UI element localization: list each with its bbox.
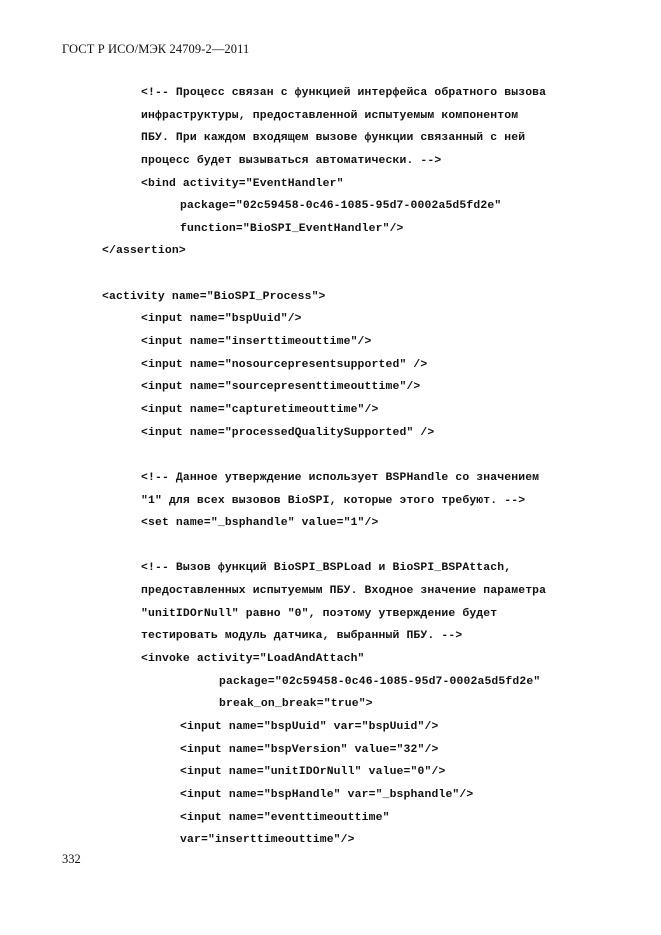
code-line: <activity name="BioSPI_Process"> [102,290,326,303]
code-line [0,444,661,467]
code-line: <input name="processedQualitySupported" /> [141,426,435,439]
code-line: <input name="bspUuid" var="bspUuid"/> [180,720,439,733]
code-line [0,535,661,558]
code-line: function="BioSPI_EventHandler"/> [180,222,404,235]
code-line: <invoke activity="LoadAndAttach" [141,653,365,666]
code-line: </assertion> [102,245,186,258]
code-line: процесс будет вызываться автоматически. --> [141,154,442,167]
code-line: <input name="bspHandle" var="_bsphandle"/> [180,788,474,801]
code-line: break_on_break="true"> [219,698,373,711]
code-line: <input name="sourcepresenttimeouttime"/> [141,381,421,394]
code-line [0,263,661,286]
code-line: <input name="nosourcepresentsupported" /> [141,358,428,371]
code-line: <input name="unitIDOrNull" value="0"/> [180,766,446,779]
code-line: инфраструктуры, предоставленной испытуемым компонентом [141,109,519,122]
code-line: <input name="bspUuid"/> [141,313,302,326]
code-line: "1" для всех вызовов BioSPI, которые этого требуют. --> [141,494,526,507]
code-line: <bind activity="EventHandler" [141,177,344,190]
code-line: package="02c59458-0c46-1085-95d7-0002a5d5fd2e" [180,200,502,213]
code-line: <!-- Вызов функций BioSPI_BSPLoad и BioSPI_BSPAttach, [141,562,512,575]
page-number: 332 [62,852,81,866]
code-line: <set name="_bsphandle" value="1"/> [141,517,379,530]
code-line: <!-- Процесс связан с функцией интерфейса обратного вызова [141,87,547,99]
page-header: ГОСТ Р ИСО/МЭК 24709-2—2011 [62,42,250,56]
code-line: <input name="inserttimeouttime"/> [141,336,372,349]
code-line: ПБУ. При каждом входящем вызове функции связанный с ней [141,132,526,145]
code-line: package="02c59458-0c46-1085-95d7-0002a5d5fd2e" [219,675,541,688]
code-listing [0,82,661,852]
code-line: var="inserttimeouttime"/> [180,834,355,847]
code-line: <input name="capturetimeouttime"/> [141,403,379,416]
code-line: тестировать модуль датчика, выбранный ПБУ. --> [141,630,463,643]
code-line: <input name="bspVersion" value="32"/> [180,743,439,756]
code-line: предоставленных испытуемым ПБУ. Входное значение параметра [141,585,547,598]
code-line: "unitIDOrNull" равно "0", поэтому утверждение будет [141,607,498,620]
code-line: <input name="eventtimeouttime" [180,811,390,824]
code-line: <!-- Данное утверждение использует BSPHandle со значением [141,471,540,484]
